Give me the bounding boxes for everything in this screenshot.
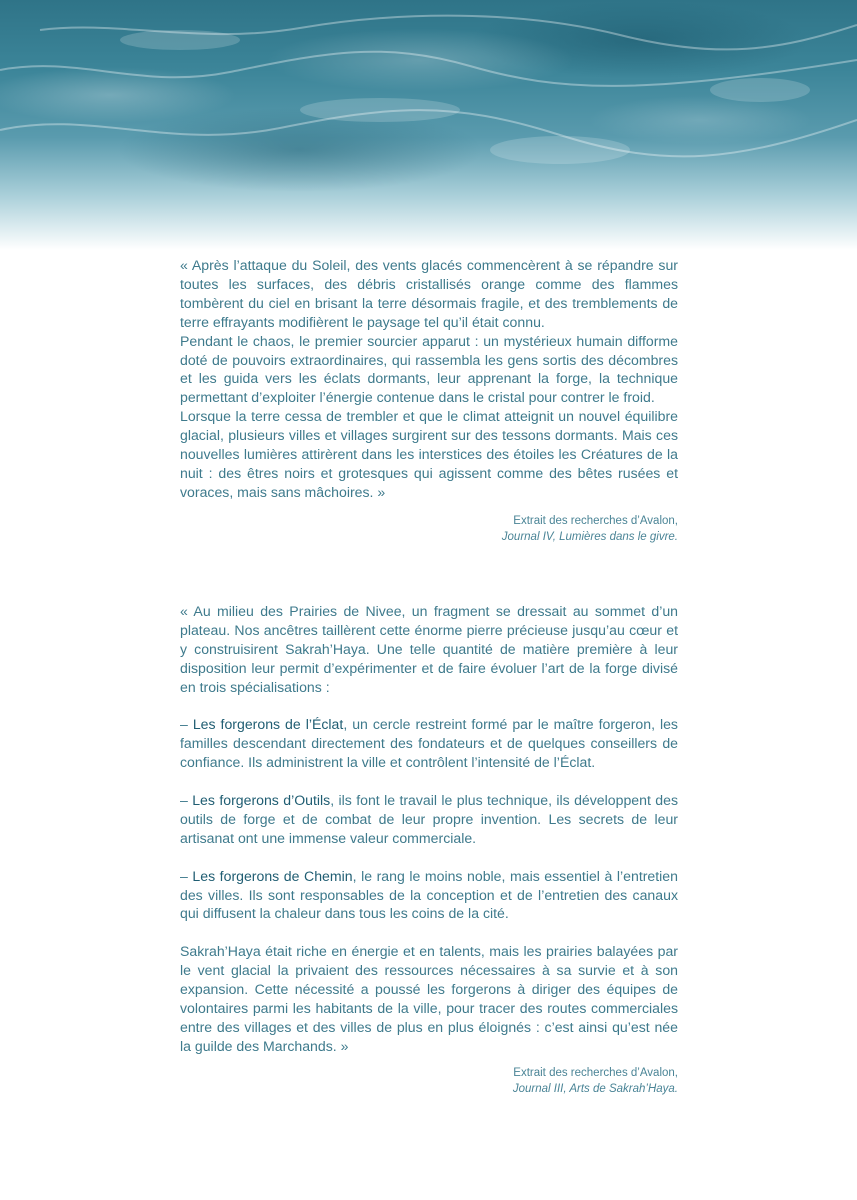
item-dash: – — [180, 792, 193, 809]
quote1-paragraph: « Après l’attaque du Soleil, des vents glacés commencèrent à se répandre sur toutes les surfaces, des débris cristallisés orange comme des flammes tombèrent du ciel en brisant la terre désormais fragile, et des tremblements de terre effrayants modifièrent le paysage tel qu’il était connu. — [180, 257, 678, 330]
item-text: , ils font le travail le plus technique, ils développent des outils de forge et de combat de leur propre invention. Les secrets de leur artisanat ont une immense valeur commerciale. — [180, 792, 678, 846]
attribution-journal: Journal IV, Lumières dans le givre. — [501, 530, 678, 543]
attribution-journal: Journal III, Arts de Sakrah’Haya. — [512, 1082, 678, 1095]
item-term: Les forgerons d’Outils — [192, 792, 331, 809]
quote1-attribution — [180, 514, 678, 545]
quote-journal-iv — [180, 256, 678, 502]
quote1-paragraph: Lorsque la terre cessa de trembler et que le climat atteignit un nouvel équilibre glacial, plusieurs villes et villages surgirent sur des tessons dormants. Mais ces nouvelles lumières attirèrent dans les interstices des étoiles les Créatures de la nuit : des êtres noirs et grotesques qui agissent comme des bêtes rusées et voraces, mais sans mâchoires. » — [180, 408, 678, 500]
frozen-sky-illustration — [0, 0, 857, 250]
item-text: , le rang le moins noble, mais essentiel à l’entretien des villes. Ils sont responsables de la conception et de l’entretien des canaux qui diffusent la chaleur dans tous les coins de la cité. — [180, 867, 678, 922]
specialisation-item-eclat — [180, 715, 678, 772]
item-term: Les forgerons de l’Éclat — [192, 716, 344, 733]
specialisation-item-chemin — [180, 867, 678, 924]
quote-journal-iii — [180, 602, 678, 1056]
attribution-source: Extrait des recherches d’Avalon, — [513, 515, 678, 527]
item-dash: – — [180, 716, 193, 733]
specialisation-item-outils — [180, 791, 678, 848]
sky-texture — [0, 0, 857, 250]
quote2-attribution — [180, 1066, 678, 1097]
attribution-source: Extrait des recherches d’Avalon, — [513, 1067, 678, 1079]
item-term: Les forgerons de Chemin — [192, 867, 353, 884]
item-text: , un cercle restreint formé par le maître forgeron, les familles descendant directement des fondateurs et de quelques conseillers de confiance. Ils administrent la ville et contrôlent l’intensité de l’Éclat. — [180, 716, 678, 771]
item-dash: – — [180, 867, 193, 884]
quote2-intro: « Au milieu des Prairies de Nivee, un fragment se dressait au sommet d’un plateau. Nos ancêtres taillèrent cette énorme pierre précieuse jusqu’au cœur et y construisirent Sakrah’Haya. Une telle quantité de matière première à leur disposition leur permit d’expérimenter et de faire évoluer l’art de la forge divisé en trois spécialisations : — [180, 603, 678, 695]
quote1-paragraph: Pendant le chaos, le premier sourcier apparut : un mystérieux humain difforme doté de pouvoirs extraordinaires, qui rassembla les gens sortis des décombres et les guida vers les éclats dormants, leur apprenant la forge, la technique permettant d’exploiter l’énergie contenue dans le cristal pour contrer le froid. — [180, 332, 678, 406]
quote2-closing: Sakrah’Haya était riche en énergie et en talents, mais les prairies balayées par le vent glacial la privaient des ressources nécessaires à sa survie et à son expansion. Cette nécessité a poussé les forgerons à diriger des équipes de volontaires parmi les habitants de la ville, pour tracer des routes commerciales entre des villages et des villes de plus en plus éloignés : c’est ainsi qu’est née la guilde des Marchands. » — [180, 943, 678, 1054]
